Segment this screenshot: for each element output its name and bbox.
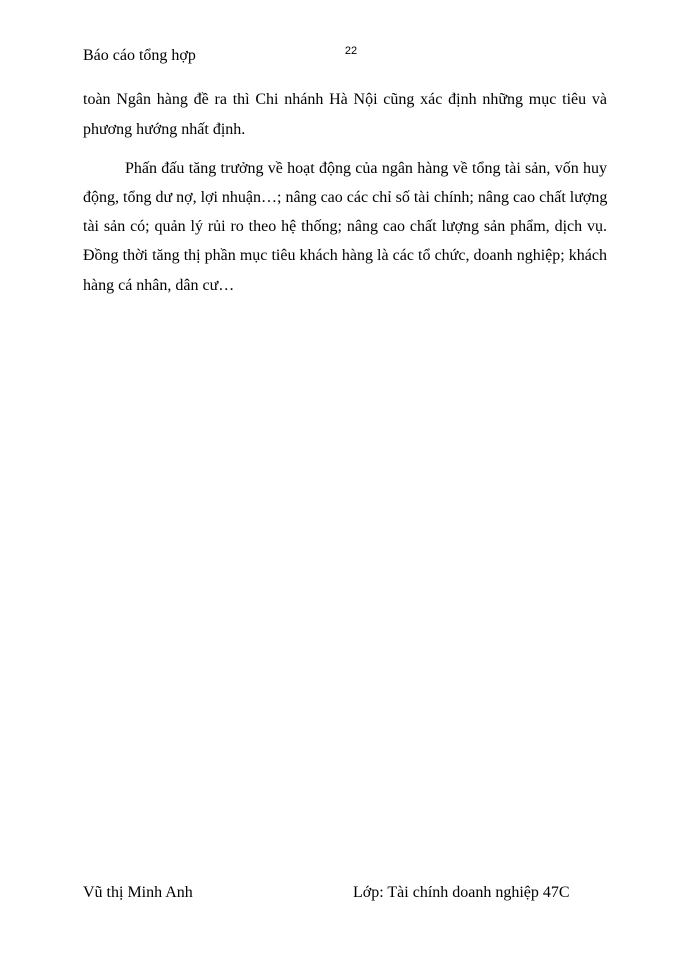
text-line: Phấn đấu tăng trưởng về hoạt động của ngân hàng về tổng tài sản, vốn huy	[125, 160, 607, 177]
text-line: động, tổng dư nợ, lợi nhuận…; nâng cao các chỉ số tài chính; nâng cao chất lượng	[83, 189, 608, 206]
text-line: toàn Ngân hàng đề ra thì Chi nhánh Hà Nội cũng xác định những mục tiêu và	[83, 91, 607, 108]
footer-class: Lớp: Tài chính doanh nghiệp 47C	[353, 884, 570, 901]
text-line: phương hướng nhất định.	[83, 121, 246, 138]
text-line: Đồng thời tăng thị phần mục tiêu khách hàng là các tổ chức, doanh nghiệp; khách	[83, 247, 607, 264]
text-line: tài sản có; quản lý rủi ro theo hệ thống; nâng cao chất lượng sản phẩm, dịch vụ.	[83, 218, 607, 235]
text-line: hàng cá nhân, dân cư…	[83, 277, 235, 294]
footer-author: Vũ thị Minh Anh	[83, 884, 193, 901]
page-number: 22	[344, 45, 358, 57]
header-title: Báo cáo tổng hợp	[83, 47, 196, 64]
